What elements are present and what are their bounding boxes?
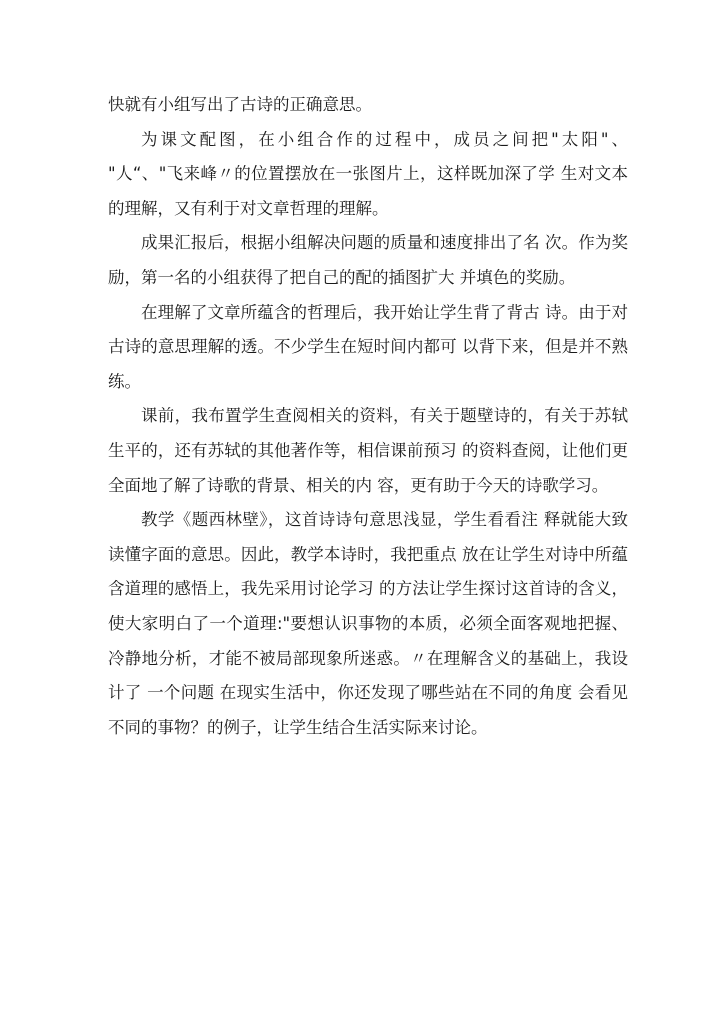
paragraph-2: 为课文配图，在小组合作的过程中，成员之间把"太阳"、 "人“、"飞来峰〃的位置摆放在一张图片上，这样既加深了学 生对文本的理解，又有利于对文章哲理的理解。 [108,129,628,218]
paragraph-5: 课前，我布置学生查阅相关的资料，有关于题壁诗的，有关于苏轼生平的，还有苏轼的其他著作等，相信课前预习 的资料查阅，让他们更全面地了解了诗歌的背景、相关的内 容，更有助于今天的诗歌学习。 [108,406,628,495]
paragraph-3: 成果汇报后，根据小组解决问题的质量和速度排出了名 次。作为奖励，第一名的小组获得了把自己的配的插图扩大 并填色的奖励。 [108,233,628,287]
document-body [108,88,628,745]
paragraph-1: 快就有小组写出了古诗的正确意思。 [108,95,372,114]
paragraph-4: 在理解了文章所蕴含的哲理后，我开始让学生背了背古 诗。由于对古诗的意思理解的透。不少学生在短时间内都可 以背下来，但是并不熟练。 [108,302,628,391]
paragraph-6: 教学《题西林壁》，这首诗诗句意思浅显，学生看看注 释就能大致读懂字面的意思。因此，教学本诗时，我把重点 放在让学生对诗中所蕴含道理的感悟上，我先采用讨论学习 的方法让学生探讨这首诗的含义，使大家明白了一个道理:"要想认识事物的本质，必须全面客观地把握、冷静地分析，才能不被局部现象所迷惑。〃在理解含义的基础上，我设计了 一个问题 在现实生活中，你还发现了哪些站在不同的角度 会看见不同的事物？的例子，让学生结合生活实际来讨论。 [108,510,628,737]
